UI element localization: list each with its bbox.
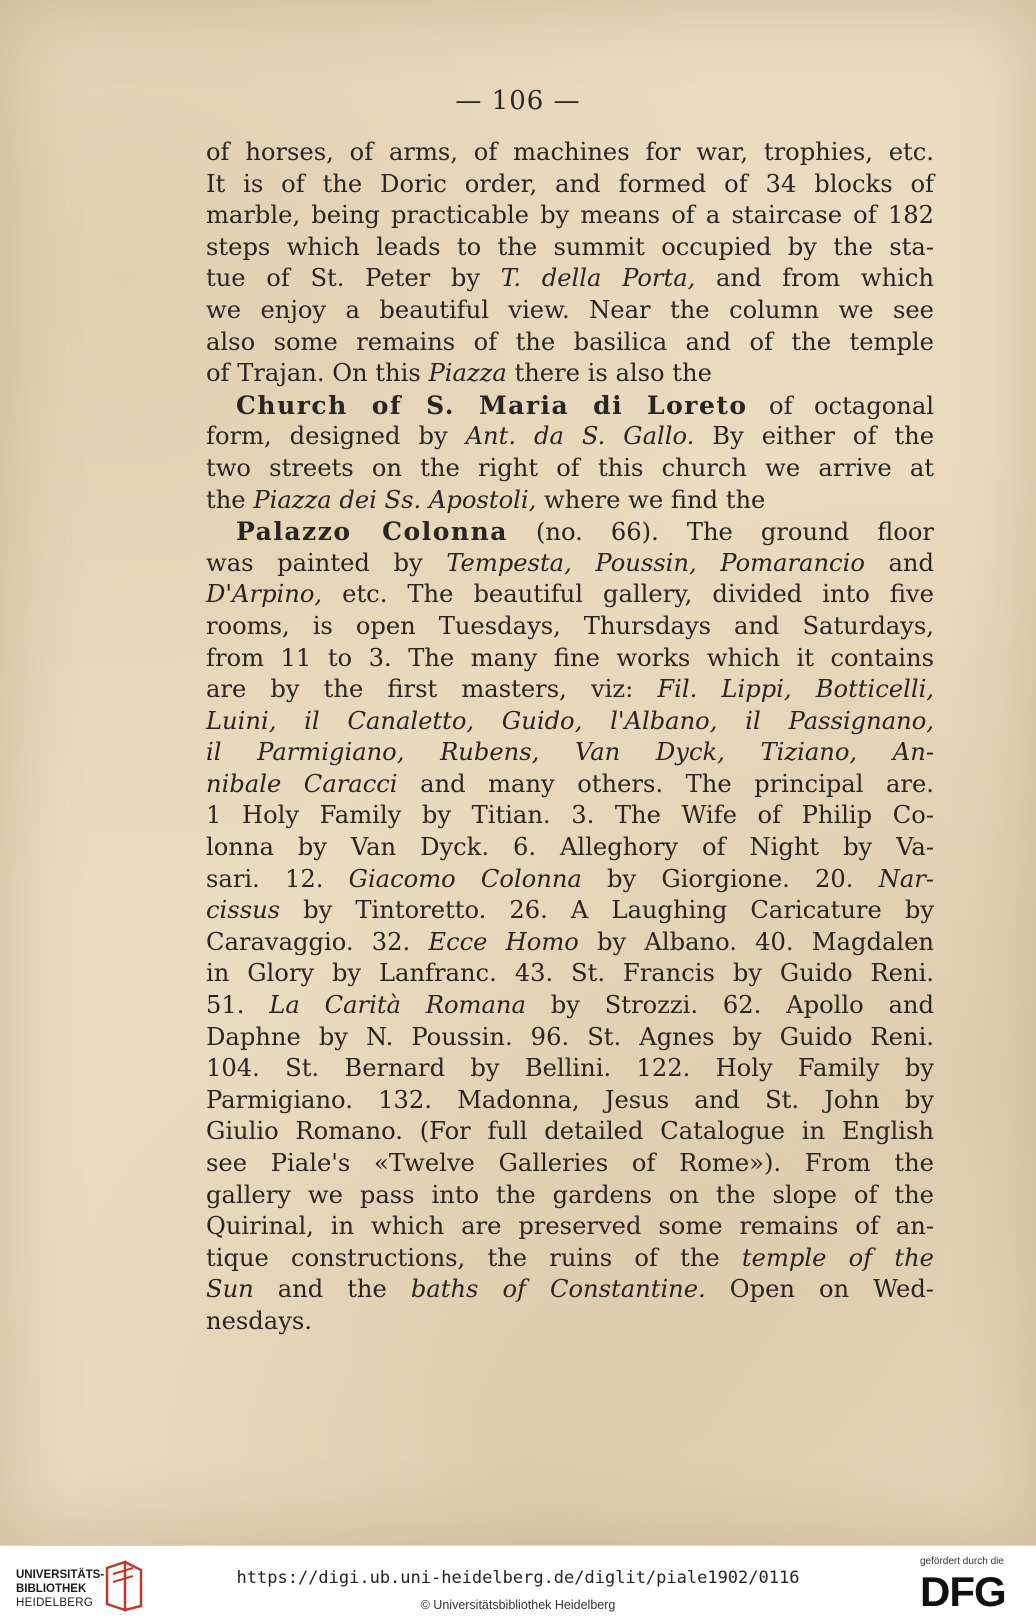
italic-text: cissus [206,896,281,925]
text-segment: tique constructions, the ruins of the [206,1243,742,1272]
text-segment: sari. 12. [206,864,349,893]
viewer-footer [0,1545,1036,1623]
text-line [206,1274,934,1306]
text-line [206,1148,934,1180]
italic-text: Tempesta, Poussin, Pomarancio [446,548,865,577]
italic-text: Ant. da S. Gallo. [465,422,695,451]
text-line [206,674,934,706]
text-line [206,485,934,517]
text-segment: It is of the Doric order, and formed of 34 blocks of [206,169,934,198]
italic-text: La Carità Romana [269,991,526,1020]
text-segment: gallery we pass into the gardens on the slope of the [206,1180,934,1209]
italic-text: Sun [206,1275,254,1304]
italic-text: Piazza [428,359,507,388]
text-line [206,1211,934,1243]
text-segment: rooms, is open Tuesdays, Thursdays and Saturdays, [206,611,934,640]
permalink-url[interactable]: https://digi.ub.uni-heidelberg.de/diglit/piale1902/0116 [236,1568,800,1588]
text-segment: we enjoy a beautiful view. Near the column we see [206,295,934,324]
text-segment: of octagonal [747,391,935,420]
text-line [206,927,934,959]
text-segment: marble, being practicable by means of a staircase of 182 [206,201,934,230]
text-line [206,1243,934,1275]
text-segment: Parmigiano. 132. Madonna, Jesus and St. John by [206,1085,934,1114]
text-segment: lonna by Van Dyck. 6. Alleghory of Night by Va- [206,833,934,862]
text-line [206,548,934,580]
italic-text: temple of the [741,1243,934,1272]
text-segment: Open on Wed- [705,1275,934,1304]
italic-text: Piazza dei Ss. Apostoli, [253,485,537,514]
text-line [206,643,934,675]
text-line [206,453,934,485]
text-segment: Caravaggio. 32. [206,927,429,956]
text-line [206,421,934,453]
text-line [206,200,934,232]
text-line [206,579,934,611]
text-line [206,1116,934,1148]
text-line [206,1180,934,1212]
text-segment: and the [253,1275,411,1304]
text-segment: the [206,485,254,514]
text-segment: tue of St. Peter by [206,264,501,293]
text-segment: etc. The beautiful gallery, divided into five [322,580,934,609]
text-segment: also some remains of the basilica and of the temple [206,327,934,356]
logo-line-2: BIBLIOTHEK [16,1583,87,1595]
text-line [206,769,934,801]
text-line [206,864,934,896]
text-line [206,990,934,1022]
text-segment: there is also the [506,359,712,388]
italic-text: D'Arpino, [206,580,323,609]
text-segment: Daphne by N. Poussin. 96. St. Agnes by Guido Reni. [206,1022,934,1051]
text-segment: was painted by [206,548,447,577]
text-segment: by Giorgione. 20. [581,864,879,893]
body-text [206,137,934,1338]
text-segment: 104. St. Bernard by Bellini. 122. Holy Family by [206,1054,934,1083]
text-segment: by Strozzi. 62. Apollo and [525,991,934,1020]
italic-text: Ecce Homo [428,927,579,956]
text-line [206,516,934,548]
text-line [206,390,934,422]
heading-term: Palazzo Colonna [236,517,508,547]
text-segment: see Piale's «Twelve Galleries of Rome»). From the [206,1149,934,1177]
text-line [206,832,934,864]
funding-note: gefördert durch die [920,1556,1004,1567]
text-line [206,358,934,390]
text-line [206,737,934,769]
text-line [206,169,934,201]
text-segment: and many others. The principal are. [397,769,934,798]
text-line [206,263,934,295]
text-segment: (no. 66). The ground floor [507,518,934,547]
heading-term: Church of S. Maria di Loreto [236,390,748,420]
italic-text: il Parmigiano, Rubens, Van Dyck, Tiziano, An- [206,738,934,767]
text-segment: where we find the [536,485,766,514]
text-line [206,611,934,643]
logo-line-3: HEIDELBERG [16,1597,94,1609]
text-line [206,706,934,738]
italic-text: Giacomo Colonna [348,864,582,893]
text-segment: of Trajan. On this [206,359,429,388]
text-segment: By either of the [694,422,935,451]
text-segment: Quirinal, in which are preserved some remains of an- [206,1212,934,1241]
dfg-logo: DFG [920,1568,1006,1615]
italic-text: nibale Caracci [206,769,398,798]
text-line [206,137,934,169]
text-line [206,327,934,359]
text-segment: by Albano. 40. Magdalen [578,927,934,956]
text-line [206,1053,934,1085]
italic-text: Fil. Lippi, Botticelli, [657,675,934,704]
text-line [206,295,934,327]
italic-text: T. della Porta, [500,264,696,293]
text-segment: form, designed by [206,422,466,451]
page-number: — 106 — [455,86,581,116]
logo-line-1: UNIVERSITÄTS- [16,1569,105,1581]
italic-text: Luini, il Canaletto, Guido, l'Albano, il Passignano, [206,706,934,735]
text-segment: from 11 to 3. The many fine works which it contains [206,643,934,672]
italic-text: baths of Constantine. [410,1275,706,1304]
text-segment: by Tintoretto. 26. A Laughing Caricature by [280,896,934,925]
text-segment: steps which leads to the summit occupied by the sta- [206,232,934,261]
text-segment: Giulio Romano. (For full detailed Catalogue in English [206,1117,934,1146]
text-segment: in Glory by Lanfranc. 43. St. Francis by Guido Reni. [206,959,934,988]
text-segment: of horses, of arms, of machines for war, trophies, etc. [206,138,934,166]
text-line [206,895,934,927]
text-segment: two streets on the right of this church we arrive at [206,453,934,482]
text-segment: and [864,548,934,577]
text-line [206,1085,934,1117]
text-line [206,232,934,264]
text-segment: are by the first masters, viz: [206,675,658,704]
text-segment: 1 Holy Family by Titian. 3. The Wife of Philip Co- [206,801,934,830]
text-line [206,1022,934,1054]
text-segment: 51. [206,991,270,1020]
text-line [206,958,934,990]
italic-text: Nar- [878,864,934,893]
text-line [206,800,934,832]
text-line [206,1306,934,1338]
text-segment: nesdays. [206,1306,312,1335]
copyright-notice: © Universitätsbibliothek Heidelberg [420,1598,616,1612]
text-segment: and from which [695,264,935,293]
